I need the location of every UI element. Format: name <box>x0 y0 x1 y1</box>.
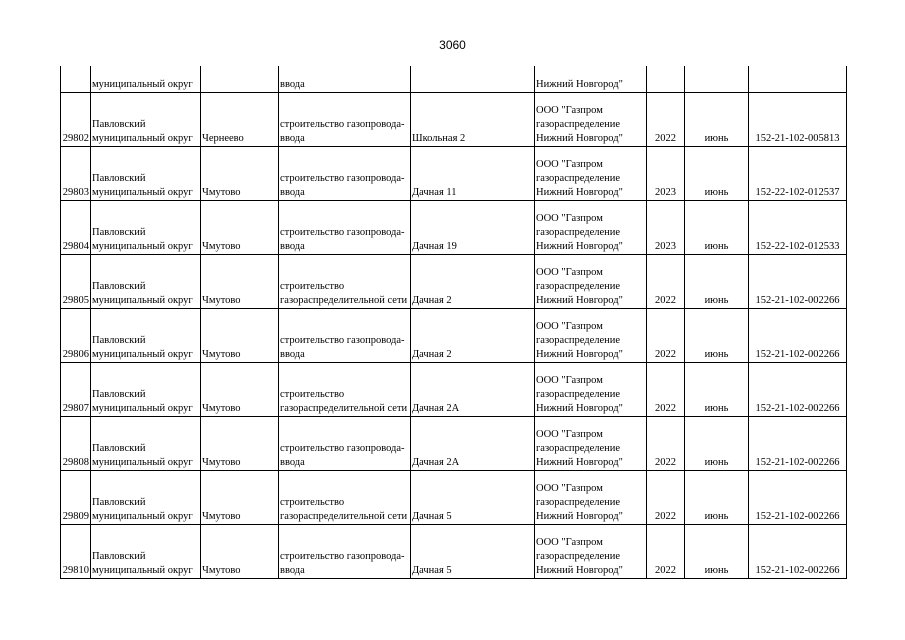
table-row <box>61 93 847 147</box>
cell-village: Чмутово <box>201 255 279 309</box>
cell-year: 2022 <box>647 525 685 579</box>
cell-num: 29805 <box>61 255 91 309</box>
cell-line: муниципальный округ <box>92 295 193 306</box>
cell-line: муниципальный округ <box>92 187 193 198</box>
cell-month: июнь <box>685 363 749 417</box>
cell-address: Дачная 2 <box>411 309 535 363</box>
cell-line: строительство газопровода- <box>280 227 405 238</box>
cell-org <box>535 93 647 147</box>
cell-line: Нижний Новгород" <box>536 241 623 252</box>
cell-org <box>535 309 647 363</box>
cell-line: Нижний Новгород" <box>536 295 623 306</box>
cell-num: 29802 <box>61 93 91 147</box>
cell-line: муниципальный округ <box>92 349 193 360</box>
cell-district <box>91 363 201 417</box>
cell-line: Нижний Новгород" <box>536 349 623 360</box>
cell-code: 152-21-102-002266 <box>749 363 847 417</box>
cell-month: июнь <box>685 525 749 579</box>
cell-village: Чмутово <box>201 201 279 255</box>
cell-year: 2023 <box>647 147 685 201</box>
cell-org: Нижний Новгород" <box>535 66 647 93</box>
registry-table <box>60 66 847 579</box>
cell-line: газораспределение <box>536 335 621 346</box>
cell-year: 2023 <box>647 201 685 255</box>
cell-line: Павловский <box>92 551 146 562</box>
cell-line: строительство <box>280 389 345 400</box>
cell-line: ввода <box>280 241 305 252</box>
cell-line: газораспределительной сети <box>280 403 408 414</box>
cell-org <box>535 417 647 471</box>
cell-line: газораспределение <box>536 281 621 292</box>
cell-district <box>91 147 201 201</box>
continuation-row <box>61 66 847 93</box>
cell-line: газораспределение <box>536 497 621 508</box>
cell-line: ООО "Газпром <box>536 429 603 440</box>
cell-district <box>91 525 201 579</box>
cell-type <box>279 201 411 255</box>
cell-village: Чмутово <box>201 525 279 579</box>
cell-line: Павловский <box>92 497 146 508</box>
cell-line: муниципальный округ <box>92 565 193 576</box>
cell-org <box>535 525 647 579</box>
cell-address: Дачная 19 <box>411 201 535 255</box>
cell-month: июнь <box>685 255 749 309</box>
cell-line: Павловский <box>92 119 146 130</box>
cell-num: 29803 <box>61 147 91 201</box>
cell-address: Дачная 5 <box>411 471 535 525</box>
cell-year: 2022 <box>647 363 685 417</box>
cell-month: июнь <box>685 309 749 363</box>
cell-month: июнь <box>685 201 749 255</box>
cell-address: Школьная 2 <box>411 93 535 147</box>
cell-year: 2022 <box>647 471 685 525</box>
cell-num: 29804 <box>61 201 91 255</box>
table-row <box>61 417 847 471</box>
cell-year: 2022 <box>647 93 685 147</box>
cell-code: 152-21-102-002266 <box>749 255 847 309</box>
cell-district <box>91 417 201 471</box>
cell-month: июнь <box>685 417 749 471</box>
cell-line: ООО "Газпром <box>536 159 603 170</box>
cell-district <box>91 309 201 363</box>
cell-code <box>749 66 847 93</box>
cell-line: ООО "Газпром <box>536 483 603 494</box>
cell-code: 152-21-102-005813 <box>749 93 847 147</box>
cell-year <box>647 66 685 93</box>
cell-line: газораспределительной сети <box>280 511 408 522</box>
cell-district <box>91 201 201 255</box>
cell-line: Нижний Новгород" <box>536 403 623 414</box>
cell-code: 152-21-102-002266 <box>749 417 847 471</box>
cell-line: газораспределительной сети <box>280 295 408 306</box>
cell-org <box>535 147 647 201</box>
cell-district: муниципальный округ <box>91 66 201 93</box>
cell-address: Дачная 5 <box>411 525 535 579</box>
cell-num: 29810 <box>61 525 91 579</box>
cell-line: Нижний Новгород" <box>536 511 623 522</box>
cell-line: ООО "Газпром <box>536 375 603 386</box>
cell-type <box>279 93 411 147</box>
cell-line: Павловский <box>92 389 146 400</box>
cell-line: муниципальный округ <box>92 133 193 144</box>
cell-type <box>279 525 411 579</box>
cell-org <box>535 201 647 255</box>
cell-org <box>535 471 647 525</box>
cell-village: Чмутово <box>201 309 279 363</box>
cell-code: 152-21-102-002266 <box>749 309 847 363</box>
cell-line: Павловский <box>92 173 146 184</box>
cell-line: ввода <box>280 457 305 468</box>
cell-line: Павловский <box>92 227 146 238</box>
cell-num: 29809 <box>61 471 91 525</box>
cell-type <box>279 417 411 471</box>
table-row <box>61 471 847 525</box>
table-row <box>61 525 847 579</box>
cell-year: 2022 <box>647 417 685 471</box>
cell-type <box>279 363 411 417</box>
cell-line: строительство газопровода- <box>280 173 405 184</box>
cell-district <box>91 93 201 147</box>
page-number: 3060 <box>439 38 466 52</box>
cell-line: Павловский <box>92 281 146 292</box>
cell-village <box>201 66 279 93</box>
cell-line: Павловский <box>92 443 146 454</box>
cell-num: 29807 <box>61 363 91 417</box>
cell-line: муниципальный округ <box>92 457 193 468</box>
cell-month: июнь <box>685 147 749 201</box>
cell-line: газораспределение <box>536 227 621 238</box>
cell-line: строительство газопровода- <box>280 119 405 130</box>
cell-line: газораспределение <box>536 119 621 130</box>
table-row <box>61 363 847 417</box>
cell-line: ООО "Газпром <box>536 537 603 548</box>
cell-address: Дачная 2 <box>411 255 535 309</box>
cell-month: июнь <box>685 471 749 525</box>
cell-line: строительство газопровода- <box>280 335 405 346</box>
cell-line: Павловский <box>92 335 146 346</box>
cell-type <box>279 471 411 525</box>
cell-line: ввода <box>280 349 305 360</box>
cell-line: Нижний Новгород" <box>536 457 623 468</box>
cell-org <box>535 255 647 309</box>
cell-line: строительство <box>280 281 345 292</box>
cell-line: газораспределение <box>536 551 621 562</box>
cell-num: 29806 <box>61 309 91 363</box>
cell-line: газораспределение <box>536 389 621 400</box>
cell-district <box>91 471 201 525</box>
cell-code: 152-21-102-002266 <box>749 525 847 579</box>
cell-line: строительство газопровода- <box>280 551 405 562</box>
cell-code: 152-21-102-002266 <box>749 471 847 525</box>
cell-village: Чмутово <box>201 363 279 417</box>
cell-line: Нижний Новгород" <box>536 133 623 144</box>
cell-line: ввода <box>280 565 305 576</box>
cell-district <box>91 255 201 309</box>
cell-line: ООО "Газпром <box>536 105 603 116</box>
cell-type <box>279 147 411 201</box>
cell-line: газораспределение <box>536 173 621 184</box>
cell-village: Чмутово <box>201 417 279 471</box>
cell-code: 152-22-102-012537 <box>749 147 847 201</box>
cell-year: 2022 <box>647 255 685 309</box>
cell-month: июнь <box>685 93 749 147</box>
cell-line: ООО "Газпром <box>536 267 603 278</box>
cell-address <box>411 66 535 93</box>
cell-month <box>685 66 749 93</box>
cell-line: ввода <box>280 133 305 144</box>
cell-line: Нижний Новгород" <box>536 565 623 576</box>
cell-line: строительство газопровода- <box>280 443 405 454</box>
cell-line: Нижний Новгород" <box>536 187 623 198</box>
cell-line: газораспределение <box>536 443 621 454</box>
cell-line: муниципальный округ <box>92 403 193 414</box>
registry-table-body <box>61 66 847 579</box>
table-row <box>61 147 847 201</box>
cell-address: Дачная 2А <box>411 417 535 471</box>
cell-line: ввода <box>280 187 305 198</box>
cell-address: Дачная 2А <box>411 363 535 417</box>
cell-code: 152-22-102-012533 <box>749 201 847 255</box>
cell-address: Дачная 11 <box>411 147 535 201</box>
table-row <box>61 255 847 309</box>
cell-line: муниципальный округ <box>92 511 193 522</box>
cell-line: ООО "Газпром <box>536 213 603 224</box>
table-row <box>61 309 847 363</box>
table-row <box>61 201 847 255</box>
cell-line: строительство <box>280 497 345 508</box>
cell-num <box>61 66 91 93</box>
cell-year: 2022 <box>647 309 685 363</box>
cell-line: муниципальный округ <box>92 241 193 252</box>
cell-num: 29808 <box>61 417 91 471</box>
cell-village: Чмутово <box>201 147 279 201</box>
cell-type <box>279 309 411 363</box>
cell-type: ввода <box>279 66 411 93</box>
cell-org <box>535 363 647 417</box>
cell-village: Чмутово <box>201 471 279 525</box>
cell-type <box>279 255 411 309</box>
cell-village: Чернеево <box>201 93 279 147</box>
cell-line: ООО "Газпром <box>536 321 603 332</box>
